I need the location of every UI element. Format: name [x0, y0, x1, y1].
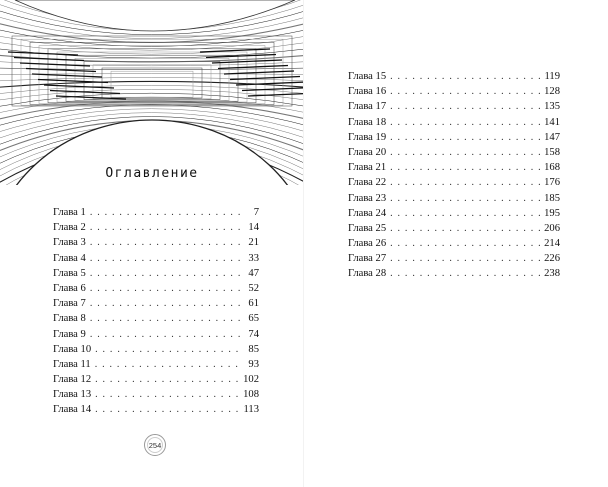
tunnel-bar — [224, 71, 294, 74]
toc-entry[interactable] — [53, 372, 259, 387]
toc-entry[interactable] — [53, 402, 259, 417]
toc-entry-label: Глава 9 — [53, 328, 86, 340]
toc-entry-label: Глава 15 — [348, 71, 387, 82]
toc-entry[interactable] — [348, 266, 560, 281]
dot-leader — [390, 69, 540, 84]
dot-leader — [95, 342, 241, 357]
toc-entry-page: 102 — [243, 374, 259, 386]
toc-entry[interactable] — [348, 84, 560, 99]
dot-leader — [95, 402, 239, 417]
toc-entry-page: 93 — [248, 358, 259, 370]
toc-entry[interactable] — [348, 99, 560, 114]
tunnel-bar — [200, 49, 270, 52]
tunnel-bar — [56, 96, 126, 99]
tunnel-bar — [218, 66, 288, 69]
dot-leader — [90, 220, 241, 235]
dot-leader — [90, 327, 241, 342]
toc-entry-label: Глава 1 — [53, 207, 86, 218]
toc-entry[interactable] — [348, 175, 560, 190]
toc-entry[interactable] — [348, 221, 560, 236]
toc-entry-label: Глава 6 — [53, 282, 86, 294]
toc-entry[interactable] — [53, 296, 259, 311]
toc-entry-page: 226 — [544, 253, 560, 265]
dot-leader — [95, 372, 239, 387]
toc-entry-label: Глава 5 — [53, 267, 86, 279]
toc-entry-page: 168 — [544, 162, 560, 174]
toc-entry-page: 158 — [544, 146, 560, 158]
toc-entry[interactable] — [53, 357, 259, 372]
toc-entry-page: 176 — [544, 177, 560, 189]
toc-entry[interactable] — [348, 145, 560, 160]
toc-entry-label: Глава 12 — [53, 374, 92, 386]
tunnel-frame — [84, 62, 220, 100]
tunnel-frame — [21, 39, 283, 105]
tunnel-bar — [8, 52, 78, 55]
dot-leader — [390, 160, 540, 175]
dot-leader — [390, 130, 540, 145]
toc-entry-page: 119 — [544, 71, 560, 82]
page-number-badge: 254 — [144, 434, 166, 456]
toc-entry-label: Глава 11 — [53, 358, 91, 370]
toc-entry-label: Глава 25 — [348, 222, 387, 234]
toc-entry-label: Глава 13 — [53, 389, 92, 401]
toc-entry[interactable] — [53, 327, 259, 342]
toc-entry-label: Глава 8 — [53, 313, 86, 325]
toc-entry-label: Глава 16 — [348, 86, 387, 98]
toc-title: Оглавление — [105, 166, 199, 181]
toc-entry-label: Глава 28 — [348, 268, 387, 280]
toc-entry[interactable] — [53, 220, 259, 235]
tunnel-line — [0, 42, 304, 54]
dot-leader — [390, 175, 540, 190]
tunnel-frame — [57, 52, 247, 102]
toc-entry[interactable] — [348, 191, 560, 206]
toc-entry[interactable] — [53, 281, 259, 296]
dot-leader — [390, 99, 540, 114]
dot-leader — [90, 266, 241, 281]
tunnel-bar — [248, 93, 304, 96]
toc-list-right — [348, 69, 560, 282]
toc-entry-page: 147 — [544, 131, 560, 143]
toc-entry-page: 195 — [544, 207, 560, 219]
tunnel-bar — [32, 74, 102, 77]
toc-entry[interactable] — [348, 115, 560, 130]
toc-entry-page: 85 — [248, 343, 259, 355]
tunnel-bar — [20, 63, 90, 66]
toc-entry[interactable] — [348, 251, 560, 266]
tunnel-bar — [14, 58, 84, 61]
toc-entry-page: 65 — [248, 313, 259, 325]
toc-entry-page: 206 — [544, 222, 560, 234]
toc-entry-page: 14 — [248, 222, 259, 234]
dot-leader — [95, 357, 241, 372]
toc-entry-page: 7 — [253, 207, 259, 218]
toc-entry-page: 128 — [544, 86, 560, 98]
toc-entry-page: 74 — [248, 328, 259, 340]
tunnel-bar — [44, 85, 114, 88]
toc-entry-page: 52 — [248, 282, 259, 294]
dot-leader — [390, 191, 540, 206]
toc-entry[interactable] — [348, 69, 560, 84]
toc-entry[interactable] — [53, 235, 259, 250]
tunnel-bar — [38, 80, 108, 83]
toc-entry[interactable] — [348, 236, 560, 251]
toc-entry-page: 21 — [248, 237, 259, 249]
toc-entry[interactable] — [348, 160, 560, 175]
toc-entry-label: Глава 24 — [348, 207, 387, 219]
toc-entry-page: 61 — [248, 298, 259, 310]
dot-leader — [390, 251, 540, 266]
toc-entry[interactable] — [53, 205, 259, 220]
toc-entry[interactable] — [348, 206, 560, 221]
dot-leader — [90, 251, 241, 266]
toc-entry[interactable] — [53, 387, 259, 402]
dot-leader — [95, 387, 239, 402]
toc-entry-label: Глава 2 — [53, 222, 86, 234]
toc-entry[interactable] — [53, 251, 259, 266]
toc-entry-page: 214 — [544, 238, 560, 250]
toc-entry-label: Глава 14 — [53, 404, 92, 416]
dot-leader — [90, 281, 241, 296]
dot-leader — [390, 206, 540, 221]
dot-leader — [390, 115, 540, 130]
toc-entry-label: Глава 23 — [348, 192, 387, 204]
toc-entry-label: Глава 3 — [53, 237, 86, 249]
toc-entry-page: 141 — [544, 116, 560, 128]
tunnel-top-arch — [15, 0, 295, 31]
toc-entry-label: Глава 26 — [348, 238, 387, 250]
toc-entry-label: Глава 10 — [53, 343, 92, 355]
toc-entry-page: 238 — [544, 268, 560, 280]
toc-entry-page: 108 — [243, 389, 259, 401]
toc-entry-page: 185 — [544, 192, 560, 204]
right-page — [304, 0, 608, 487]
header-tunnel-illustration — [0, 0, 304, 185]
toc-entry-label: Глава 4 — [53, 252, 86, 264]
toc-entry-label: Глава 21 — [348, 162, 387, 174]
toc-list-left — [53, 205, 259, 418]
toc-entry-label: Глава 22 — [348, 177, 387, 189]
toc-entry-page: 113 — [243, 404, 259, 416]
toc-entry[interactable] — [53, 311, 259, 326]
dot-leader — [390, 84, 540, 99]
toc-entry-page: 135 — [544, 101, 560, 113]
toc-entry-label: Глава 19 — [348, 131, 387, 143]
dot-leader — [390, 221, 540, 236]
dot-leader — [90, 296, 241, 311]
dot-leader — [390, 145, 540, 160]
toc-entry-page: 33 — [248, 252, 259, 264]
toc-entry-label: Глава 27 — [348, 253, 387, 265]
toc-entry-label: Глава 18 — [348, 116, 387, 128]
toc-entry-label: Глава 17 — [348, 101, 387, 113]
dot-leader — [390, 236, 540, 251]
dot-leader — [90, 235, 241, 250]
dot-leader — [90, 311, 241, 326]
dot-leader — [390, 266, 540, 281]
dot-leader — [90, 205, 241, 220]
toc-entry[interactable] — [53, 266, 259, 281]
toc-entry[interactable] — [53, 342, 259, 357]
toc-entry[interactable] — [348, 130, 560, 145]
toc-entry-label: Глава 20 — [348, 146, 387, 158]
toc-entry-label: Глава 7 — [53, 298, 86, 310]
toc-entry-page: 47 — [248, 267, 259, 279]
